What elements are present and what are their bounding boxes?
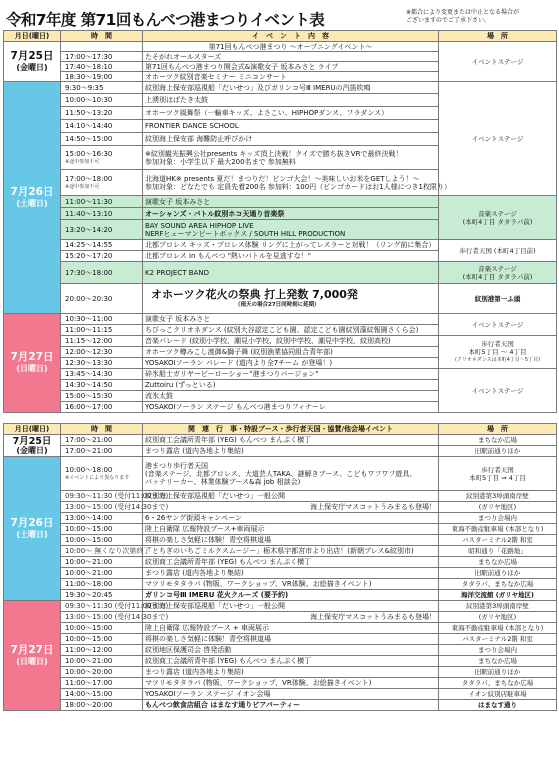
event-cell: 陸上自衛隊 広報特設ブース+車両展示 [143, 524, 439, 535]
time-text: 17:00～18:00 [65, 174, 113, 183]
time-cell: 16:00～17:00 [61, 402, 143, 413]
date-label: 7月27日 [10, 351, 54, 363]
date-cell-0726 [4, 457, 61, 601]
time-cell: 11:15～12:00 [61, 336, 143, 347]
venue-cell: バスターミナル2階 和室 [439, 535, 557, 546]
table-row [4, 634, 557, 645]
header-date: 月日(曜日) [4, 31, 61, 42]
time-cell [61, 146, 143, 170]
venue-cell: (ガリヤ地区) [439, 612, 557, 623]
event-cell: YOSAKOIソーラン パレード (道内より全7チーム が登場！) [143, 358, 439, 369]
date-label: 7月26日 [10, 516, 54, 529]
event-cell: 演歌女子 坂本みさと [143, 196, 439, 208]
event-cell: オホーツク風舞祭（一輪車キッズ、よさこい、HIPHOPダンス、フラダンス） [143, 107, 439, 120]
weekday-label: (土曜日) [16, 198, 48, 208]
event-cell: まつり露店 (道内各地より集結) [143, 667, 439, 678]
event-cell: 第71回もんべつ港まつり ～オープニングイベント～ [143, 42, 439, 52]
weekday-label: (日曜日) [16, 364, 48, 373]
table-row [4, 446, 557, 457]
time-cell: 10:00～21:00 [61, 568, 143, 579]
notice-line-2: ございますのでご了承下さい。 [406, 16, 491, 24]
fireworks-title: オホーツク花火の祭典 打上発数 7,000発 [151, 288, 358, 301]
header-content: 関 連 行 事・特設ブース・歩行者天国・協賛/他会場イベント [143, 424, 439, 435]
table-row [4, 535, 557, 546]
venue-cell: バスターミナル2階 和室 [439, 634, 557, 645]
venue-cell: 紋別港第3埠頭南岸壁 [439, 491, 557, 502]
table-row [4, 601, 557, 612]
time-cell: 10:00～10:30 [61, 94, 143, 107]
date-label: 7月25日 [10, 49, 54, 62]
time-cell: 18:00～20:00 [61, 700, 143, 711]
time-cell: 10:00～ 無くなり次第終了 [61, 546, 143, 557]
time-text: 10:00～18:00 [65, 465, 113, 474]
time-cell: 11:00～18:00 [61, 579, 143, 590]
table-row [4, 240, 557, 251]
event-cell [143, 220, 439, 240]
event-cell: まつり露店 (道内各地より集結) [143, 446, 439, 457]
event-line-2: (音楽ステージ、北都プロレス、大道芸人TAKA、謎解きブース、こどもワフワフ遊具、 [145, 469, 417, 478]
date-label: 7月27日 [10, 643, 54, 656]
time-cell: 09:30～11:30 (受付11:00まで) [61, 601, 143, 612]
time-cell: 10:00～21:00 [61, 656, 143, 667]
event-line-1: 港まつり歩行者天国 [145, 461, 208, 470]
table-row [4, 623, 557, 634]
event-cell: K2 PROJECT BAND [143, 262, 439, 284]
table-row [4, 196, 557, 208]
event-cell: 紋別海上保安部巡視船「だいせつ」一般公開 [143, 491, 439, 502]
venue-cell: 紋別港第3埠頭南岸壁 [439, 601, 557, 612]
event-cell: 北都プロレス キッズ・プロレス体験 リングに上がってレスラーと対戦！（リング前に集合） [143, 240, 439, 251]
venue-cell: タタラパ、まちなか広場 [439, 579, 557, 590]
event-cell: 流氷太鼓 [143, 391, 439, 402]
date-label: 7月25日 [12, 435, 52, 447]
time-cell: 17:30～18:00 [61, 262, 143, 284]
event-cell: マツリモタタラパ (物販、ワークショップ、VR体験、お絵描きイベント) [143, 579, 439, 590]
event-cell: 演歌女子 坂本みさと [143, 314, 439, 325]
event-cell: 6・26ヤング街頭キャンペーン [143, 513, 439, 524]
event-cell: もんべつ飲食店組合 はまなす通りビアパーティー [143, 700, 439, 711]
time-cell: 14:00～15:00 [61, 689, 143, 700]
event-line-1: 北海道HK※ presents 夏だ！まつりだ！ビンゴ大会！～美味しいお米をGETしよう！～ [145, 174, 420, 183]
date-cell-0727 [4, 601, 61, 711]
venue-cell: 昭和通り「花路地」 [439, 546, 557, 557]
related-events-table [3, 423, 557, 711]
time-cell: 11:00～12:00 [61, 645, 143, 656]
time-cell: 11:00～11:30 [61, 196, 143, 208]
event-cell: オホーツク紋別音楽セミナー ミニコンサート [143, 72, 439, 82]
table-header-row [4, 31, 557, 42]
venue-cell: 歩行者天国 (本町4丁目前) [439, 240, 557, 262]
time-cell: 13:00～15:00 (受付14:30まで) [61, 612, 143, 623]
time-cell: 9:30～9:35 [61, 82, 143, 94]
time-cell: 13:00～14:00 [61, 513, 143, 524]
event-cell: 「とちぎのいちごミルクスムージー」栃木県宇都宮市より出店！(新朝プレス&紋別市) [143, 546, 439, 557]
venue-cell [439, 457, 557, 491]
weekday-label: (土曜日) [16, 529, 48, 539]
time-cell: 18:30～19:00 [61, 72, 143, 82]
event-cell: 紋別海上保安部巡視船「だいせつ」及びガリンコ号Ⅲ IMERUの汽笛吹鳴 [143, 82, 439, 94]
table-row [4, 590, 557, 601]
event-cell [143, 170, 451, 196]
time-cell: 10:00～15:00 [61, 623, 143, 634]
weekday-label: (金曜日) [16, 445, 48, 455]
table-row [4, 314, 557, 325]
table-row [4, 689, 557, 700]
date-cell-0725 [4, 42, 61, 82]
venue-cell [439, 196, 557, 240]
time-cell [61, 457, 143, 491]
event-cell [143, 284, 439, 314]
date-cell-0725 [4, 435, 61, 457]
table-row [4, 568, 557, 579]
venue-cell: イオン紋別店駐車場 [439, 689, 557, 700]
table-row [4, 513, 557, 524]
header-content: イ ベ ン ト 内 容 [143, 31, 439, 42]
time-cell: 10:00～20:00 [61, 667, 143, 678]
event-cell: 紋別商工会議所青年部 (YEG) もんべつ まんぷく横丁 [143, 557, 439, 568]
table-row [4, 42, 557, 52]
venue-cell: 旧駅前通りほか [439, 446, 557, 457]
event-cell: オホーツク樽みこし渡御&獅子舞 (紋別漁業協同組合青年部) [143, 347, 439, 358]
event-cell: 紋別商工会議所青年部 (YEG) もんべつ まんぷく横丁 [143, 435, 439, 446]
fireworks-note: （雨天の場合27日同時刻に延期） [235, 302, 320, 308]
date-cell-0727 [4, 314, 61, 413]
event-cell: 海上保安庁マスコットうみまるも登場！ [143, 612, 439, 623]
weekday-label: (金曜日) [16, 62, 48, 72]
venue-cell: イベントステージ [439, 82, 557, 196]
time-cell: 13:45～14:30 [61, 369, 143, 380]
venue-line-2: 本町5丁目 ⇒ 4丁目 [469, 473, 526, 482]
event-cell: 将棋の楽しさ気軽に体験！青空将棋道場 [143, 634, 439, 645]
event-line-1: ※紋別観光振興公社presents キッズ頂上決戦！クイズで勝ち抜きVRで最終決戦！ [145, 149, 403, 158]
venue-note: (クリオネダンスは本町4丁目～5丁目) [454, 357, 541, 363]
venue-cell: まつり会場内 [439, 513, 557, 524]
table-row [4, 678, 557, 689]
table-row [4, 557, 557, 568]
table-row [4, 612, 557, 623]
event-cell [143, 457, 439, 491]
time-cell: 17:00～21:00 [61, 435, 143, 446]
event-cell: 将棋の楽しさ気軽に体験！青空将棋道場 [143, 535, 439, 546]
venue-cell: 旧駅前通りほか [439, 667, 557, 678]
event-line-2: 参加対象：小学生以下 最大200名まで 参加無料 [145, 157, 296, 166]
venue-cell: 紋別港第一ふ頭 [439, 284, 557, 314]
venue-cell [439, 262, 557, 284]
event-cell: 紋別海上保安部巡視船「だいせつ」一般公開 [143, 601, 439, 612]
time-cell: 10:00～15:00 [61, 634, 143, 645]
time-cell: 14:25～14:55 [61, 240, 143, 251]
time-cell: 10:30～11:00 [61, 314, 143, 325]
event-cell: まつり露店 (道内各地より集結) [143, 568, 439, 579]
event-cell: マツリモタタラパ (物販、ワークショップ、VR体験、お絵描きイベント) [143, 678, 439, 689]
header-time: 時 間 [61, 31, 143, 42]
venue-cell: はまなす通り [439, 700, 557, 711]
event-cell: 音楽パレード (紋別小学校、潮見小学校、紋別中学校、潮見中学校、紋別高校) [143, 336, 439, 347]
event-cell: FRONTIER DANCE SCHOOL [143, 120, 439, 133]
event-cell: ガリンコ号Ⅲ IMERU 花火クルーズ (要予約) [143, 590, 439, 601]
venue-cell: イベントステージ [439, 42, 557, 82]
event-cell: オーシャンズ・バトル紋別ホコ天通り音楽祭 [143, 208, 439, 220]
time-cell: 10:00～15:00 [61, 524, 143, 535]
event-cell: 上湧別はばたき太鼓 [143, 94, 439, 107]
page-title: 令和7年度 第71回もんべつ港まつりイベント表 [6, 11, 325, 29]
event-cell: YOSAKOIソーラン ステージ もんべつ港まつりフィナーレ [143, 402, 439, 413]
time-cell: 09:30～11:30 (受付11:00まで) [61, 491, 143, 502]
table-row [4, 502, 557, 513]
table-header-row [4, 424, 557, 435]
table-row [4, 491, 557, 502]
time-cell: 10:00～21:00 [61, 557, 143, 568]
venue-cell: タタラパ、まちなか広場 [439, 678, 557, 689]
venue-cell: まつり会場内 [439, 645, 557, 656]
date-cell-0726 [4, 82, 61, 314]
event-cell: ちびっこクリオネダンス (紋別大谷認定こども園、認定こども園紋別藻紋報園さくら会) [143, 325, 439, 336]
event-line-2: 参加対象：どなたでも 定員先着200名 参加料：100円（ビンゴカードはお1人様につき1枚限り） [145, 182, 451, 191]
table-row [4, 336, 557, 347]
venue-cell: まちなか広場 [439, 557, 557, 568]
time-text: 15:00～16:30 [65, 149, 113, 158]
time-cell: 13:00～15:00 (受付14:30まで) [61, 502, 143, 513]
table-row [4, 82, 557, 94]
event-line-2: NERFヒューマンピートボックス / SOUTH HILL PRODUCTION [145, 229, 346, 238]
time-note: ※イベントにより異なります [65, 474, 130, 481]
table-row [4, 546, 557, 557]
table-row [4, 645, 557, 656]
header-time: 時 間 [61, 424, 143, 435]
time-cell: 10:00～15:00 [61, 535, 143, 546]
venue-cell: 旧駅前通りほか [439, 568, 557, 579]
time-cell: 15:20～17:20 [61, 251, 143, 262]
event-cell: たそがれオールスターズ [143, 52, 439, 62]
venue-line-2: (本町4丁目 タタラパ前) [462, 272, 533, 281]
header-venue: 場 所 [439, 424, 557, 435]
venue-cell: 東海不動産駐車場 (本部となり) [439, 524, 557, 535]
time-cell: 11:40～13:10 [61, 208, 143, 220]
date-label: 7月26日 [10, 185, 54, 198]
time-cell: 11:00～11:15 [61, 325, 143, 336]
table-row [4, 524, 557, 535]
weekday-label: (日曜日) [16, 656, 48, 666]
venue-cell: イベントステージ [439, 369, 557, 413]
time-cell: 19:30～20:45 [61, 590, 143, 601]
event-schedule-table [3, 30, 557, 413]
event-cell: 紋別商工会議所青年部 (YEG) もんべつ まんぷく横丁 [143, 656, 439, 667]
table-row [4, 284, 557, 314]
venue-line-1: 歩行者天国 [481, 465, 514, 474]
time-cell: 12:00～12:30 [61, 347, 143, 358]
event-cell: 海上保安庁マスコットうみまるも登場！ [143, 502, 439, 513]
time-cell: 14:10～14:40 [61, 120, 143, 133]
venue-cell: (ガリヤ地区) [439, 502, 557, 513]
time-cell: 15:00～15:30 [61, 391, 143, 402]
time-cell [61, 170, 143, 196]
venue-line-1: 音楽ステージ [478, 209, 517, 218]
event-cell [143, 146, 439, 170]
event-cell: 紋別海上保安部 海難防止呼びかけ [143, 133, 439, 146]
time-cell: 17:40～18:10 [61, 62, 143, 72]
header-date: 月日(曜日) [4, 424, 61, 435]
venue-line-1: 歩行者天国 [481, 340, 514, 348]
table-row [4, 457, 557, 491]
event-cell: YOSAKOIソーラン ステージ イオン会場 [143, 689, 439, 700]
event-cell: 陸上自衛隊 広報特設ブース + 車両展示 [143, 623, 439, 634]
event-line-1: BAY SOUND AREA HIPHOP LIVE [145, 221, 254, 230]
notice-line-1: ※都合により変更または中止となる場合が [406, 9, 520, 16]
event-cell: 砕氷船士ガリヤービーローショー"港まつりバージョン" [143, 369, 439, 380]
table-row [4, 369, 557, 380]
time-note: ※途中参加不可 [65, 158, 100, 165]
venue-cell: 東海不動産駐車場 (本部となり) [439, 623, 557, 634]
venue-line-2: (本町4丁目 タタラパ前) [462, 217, 533, 226]
time-cell: 12:30～13:30 [61, 358, 143, 369]
venue-cell: まちなか広場 [439, 435, 557, 446]
notice-text [406, 9, 519, 24]
event-cell: 北都プロレス in もんべつ "熱いバトルを見逃すな！" [143, 251, 439, 262]
venue-line-2: 本町5丁目 ～ 4丁目 [468, 348, 527, 356]
event-cell: 紋別地区保護司会 啓発活動 [143, 645, 439, 656]
event-cell: Zuttoiru (ずっといる) [143, 380, 439, 391]
venue-line-1: 音楽ステージ [478, 264, 517, 273]
time-cell: 14:30～14:50 [61, 380, 143, 391]
time-cell: 13:20～14:20 [61, 220, 143, 240]
table-row [4, 262, 557, 284]
time-cell: 11:50～13:20 [61, 107, 143, 120]
time-cell: 17:00～17:30 [61, 52, 143, 62]
venue-cell: まちなか広場 [439, 656, 557, 667]
table-row [4, 435, 557, 446]
table-row [4, 700, 557, 711]
time-note: ※途中参加不可 [65, 183, 100, 190]
time-cell: 20:00～20:30 [61, 284, 143, 314]
venue-cell [439, 336, 557, 369]
venue-cell: イベントステージ [439, 314, 557, 336]
time-cell: 11:00～17:00 [61, 678, 143, 689]
venue-cell: 海洋交流館 (ガリヤ地区) [439, 590, 557, 601]
time-cell: 14:50～15:00 [61, 133, 143, 146]
event-line-3: バッテリーカー、林業体験ブース&森 job 相談会) [145, 477, 301, 486]
table-row [4, 656, 557, 667]
time-cell: 17:00～21:00 [61, 446, 143, 457]
header-venue: 場 所 [439, 31, 557, 42]
table-row [4, 579, 557, 590]
table-row [4, 667, 557, 678]
time-cell [61, 42, 143, 52]
event-cell: 第71回もんべつ港まつり開会式&演歌女子 坂本みさと ライブ [143, 62, 439, 72]
